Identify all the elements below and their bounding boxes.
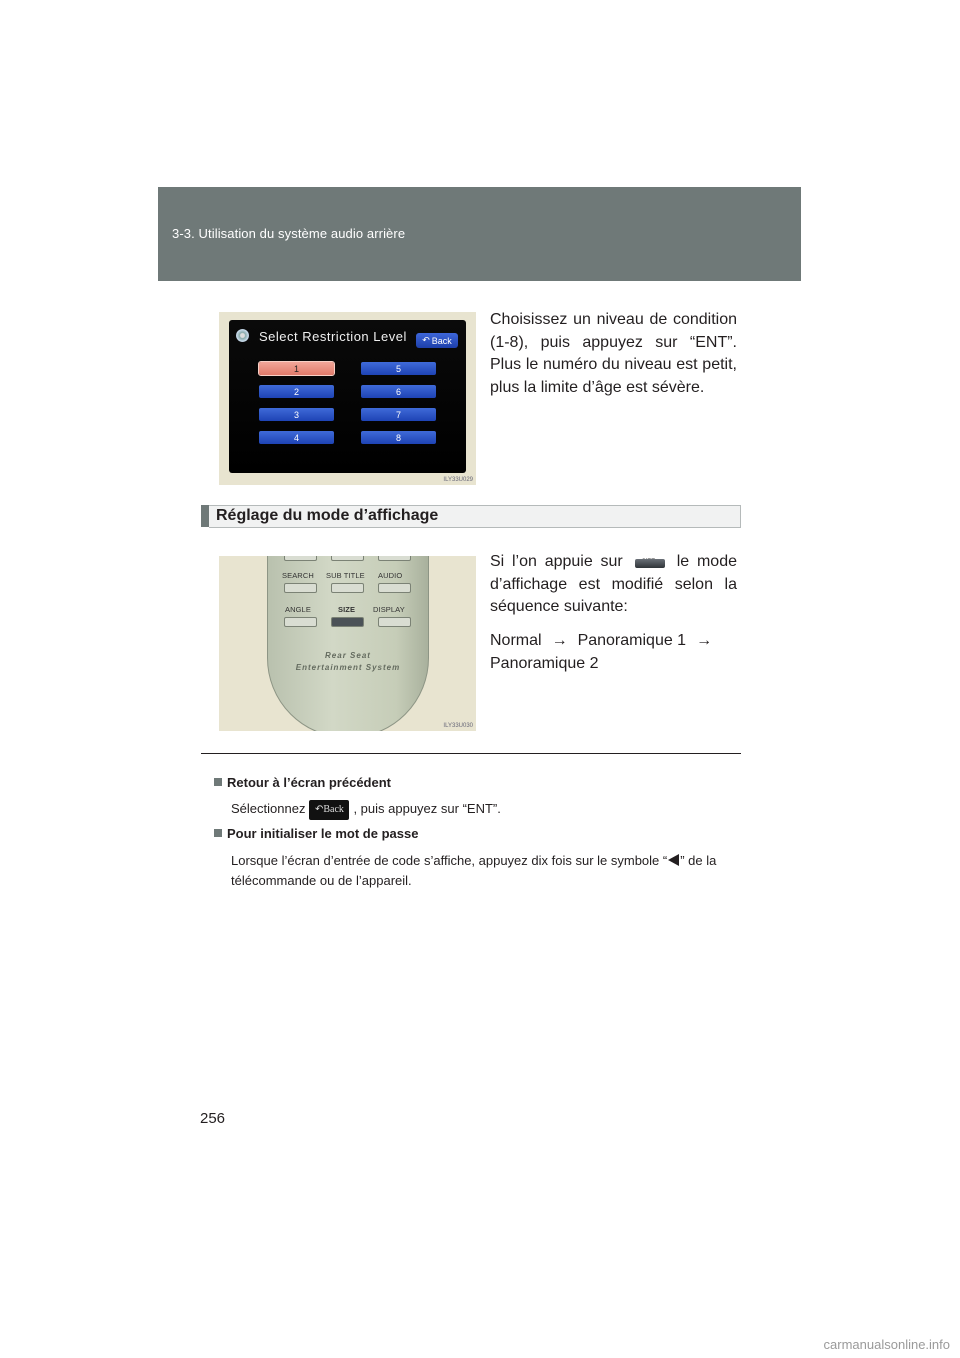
- remote-label-angle: ANGLE: [285, 605, 311, 614]
- disc-icon: [236, 329, 249, 342]
- level-button-4[interactable]: 4: [259, 431, 334, 444]
- level-button-5[interactable]: 5: [361, 362, 436, 375]
- square-bullet-icon: [214, 829, 222, 837]
- notes-divider: [201, 753, 741, 754]
- left-triangle-icon: [668, 854, 679, 866]
- image-code: ILY33U029: [443, 477, 473, 483]
- level-button-3[interactable]: 3: [259, 408, 334, 421]
- level-button-8[interactable]: 8: [361, 431, 436, 444]
- screen-back-button[interactable]: ↶ Back: [416, 333, 458, 348]
- size-button-icon: [633, 551, 667, 573]
- watermark: carmanualsonline.info: [823, 1337, 950, 1352]
- image-code: ILY33U030: [443, 723, 473, 729]
- screen-title: Select Restriction Level: [259, 329, 407, 344]
- level-button-2[interactable]: 2: [259, 385, 334, 398]
- remote-button: [378, 583, 411, 593]
- arrow-right-icon: →: [551, 632, 568, 649]
- level-button-7[interactable]: 7: [361, 408, 436, 421]
- display-mode-paragraph: Si l’on appuie sur le mode d’affichage est modifié selon la séquence suivante:: [490, 551, 737, 619]
- page-number: 256: [200, 1110, 226, 1127]
- restriction-paragraph: Choisissez un niveau de condition (1-8), puis appuyez sur “ENT”. Plus le numéro du niveau est petit, plus la limite d’âge est sévère.: [490, 311, 737, 396]
- display-mode-sequence: Normal → Panoramique 1 →Panoramique 2: [490, 630, 740, 675]
- remote-control-image: [219, 556, 476, 731]
- arrow-right-icon: →: [696, 632, 713, 649]
- section-heading: Réglage du mode d’affichage: [216, 507, 439, 524]
- remote-brand-line2: Entertainment System: [295, 663, 401, 672]
- restriction-screen-image: [219, 312, 476, 485]
- chapter-section-title: 3-3. Utilisation du système audio arrière: [172, 226, 406, 241]
- remote-label-search: SEARCH: [282, 571, 314, 580]
- remote-display-button: [378, 617, 411, 627]
- note-body-return: Sélectionnez ↶Back , puis appuyez sur “ENT”.: [231, 799, 501, 820]
- remote-body: [267, 556, 429, 731]
- remote-label-size: SIZE: [338, 605, 356, 614]
- remote-button: [378, 556, 411, 561]
- remote-angle-button: [284, 617, 317, 627]
- note-heading-return: Retour à l’écran précédent: [214, 775, 391, 790]
- remote-label-display: DISPLAY: [373, 605, 405, 614]
- remote-label-subtitle: SUB TITLE: [326, 571, 365, 580]
- note-body-password: Lorsque l’écran d’entrée de code s’affiche, appuyez dix fois sur le symbole “ ” de la télécommande ou de l’appareil.: [231, 853, 717, 888]
- remote-button: [331, 583, 364, 593]
- remote-button: [331, 556, 364, 561]
- note-heading-password: Pour initialiser le mot de passe: [214, 826, 418, 841]
- square-bullet-icon: [214, 778, 222, 786]
- restriction-screen: [229, 320, 466, 473]
- level-button-1[interactable]: 1: [259, 362, 334, 375]
- remote-button: [284, 583, 317, 593]
- remote-button: [284, 556, 317, 561]
- remote-size-button: [331, 617, 364, 627]
- remote-brand-line1: Rear Seat: [325, 651, 371, 660]
- level-button-6[interactable]: 6: [361, 385, 436, 398]
- back-button-icon: ↶Back: [309, 800, 349, 820]
- section-heading-bar: [201, 505, 209, 527]
- back-arrow-icon: ↶: [422, 335, 430, 345]
- remote-label-audio: AUDIO: [378, 571, 403, 580]
